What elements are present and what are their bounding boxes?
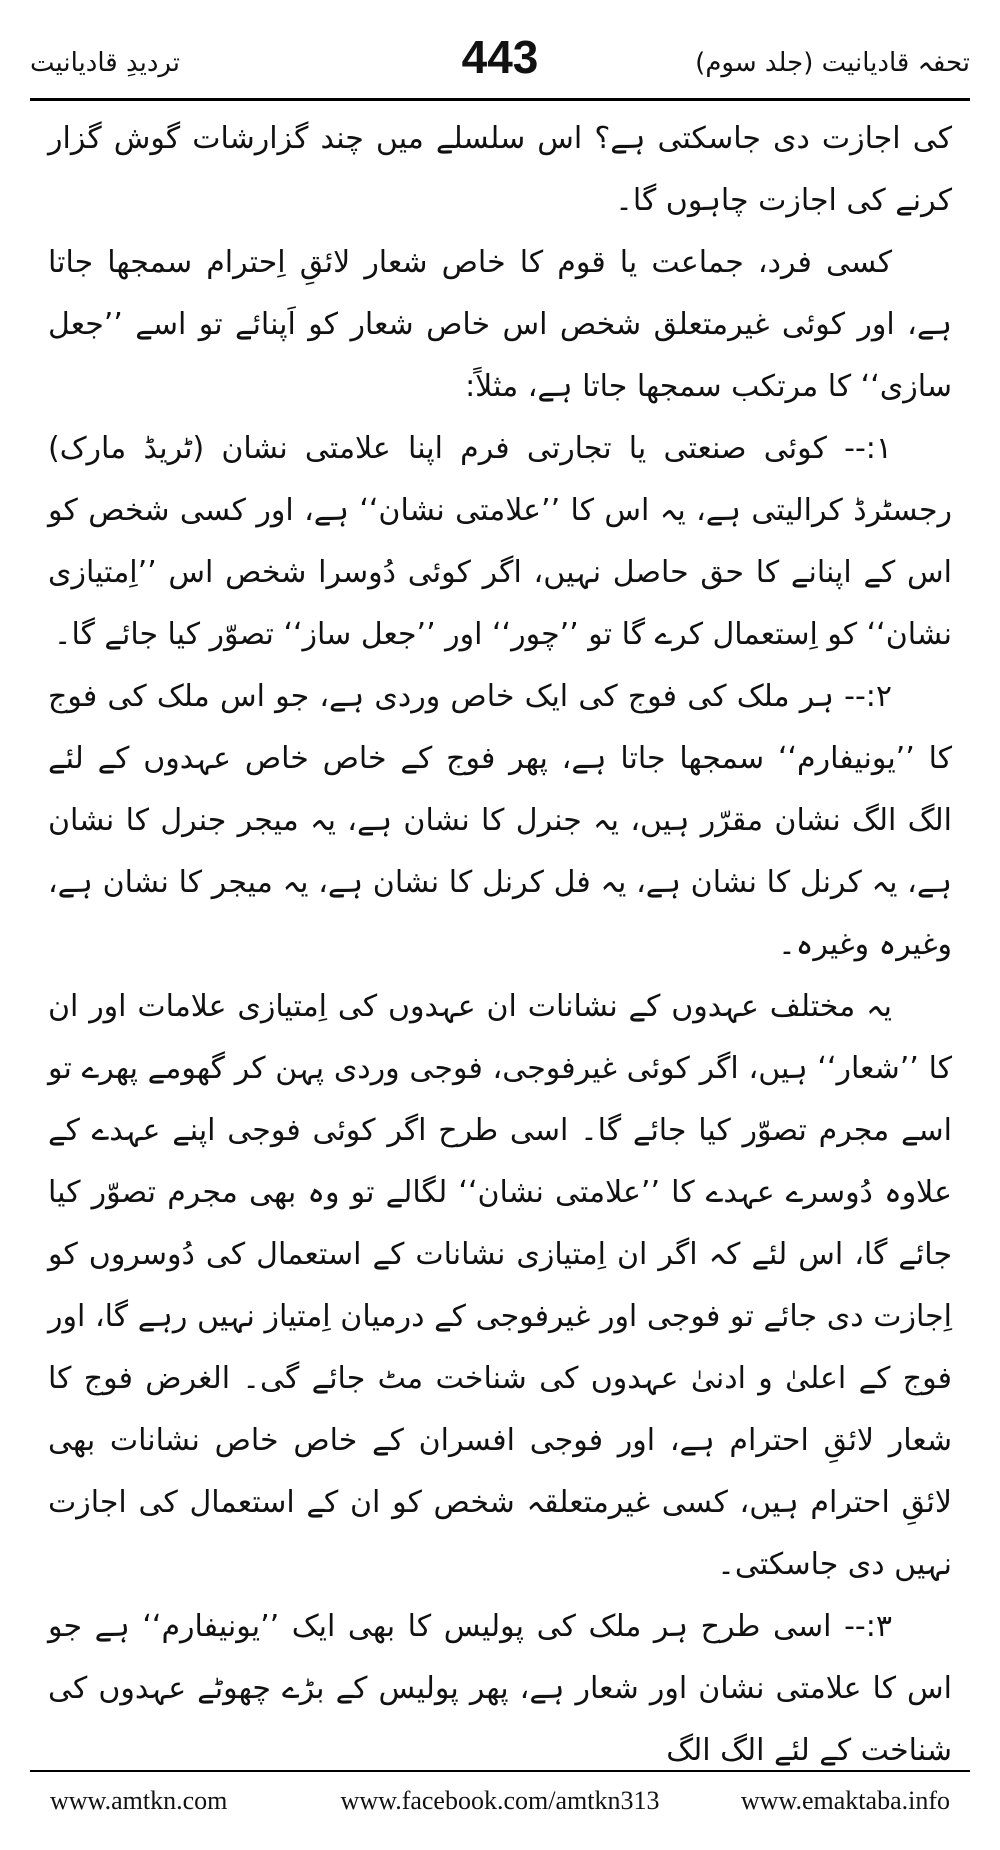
- footer-link-emaktaba[interactable]: www.emaktaba.info: [740, 1786, 950, 1815]
- paragraph: کی اجازت دی جاسکتی ہے؟ اس سلسلے میں چند گزارشات گوش گزار کرنے کی اجازت چاہوں گا۔: [48, 121, 952, 218]
- running-title-right: تحفہ قادیانیت (جلد سوم): [695, 48, 970, 78]
- paragraph: ۱:-- کوئی صنعتی یا تجارتی فرم اپنا علامتی نشان (ٹریڈ مارک) رجسٹرڈ کرالیتی ہے، یہ اس کا ’’علامتی نشان‘‘ ہے، اور کسی شخص کو اس کے اپنانے کا حق حاصل نہیں، اگر کوئی دُوسرا شخص اس ’’اِمتیازی نشان‘‘ کو اِستعمال کرے گا تو ’’چور‘‘ اور ’’جعل ساز‘‘ تصوّر کیا جائے گا۔: [48, 431, 952, 652]
- body-text: [48, 108, 952, 1768]
- running-title-left: تردیدِ قادیانیت: [30, 48, 181, 78]
- footer-link-facebook[interactable]: www.facebook.com/amtkn313: [340, 1786, 660, 1815]
- header-rule: [30, 98, 970, 101]
- paragraph: کسی فرد، جماعت یا قوم کا خاص شعار لائقِ اِحترام سمجھا جاتا ہے، اور کوئی غیرمتعلق شخص اس خاص شعار کو اَپنائے تو اسے ’’جعل سازی‘‘ کا مرتکب سمجھا جاتا ہے، مثلاً:: [48, 245, 952, 404]
- footer-rule: [30, 1770, 970, 1772]
- page-footer: [50, 1786, 950, 1826]
- paragraph: یہ مختلف عہدوں کے نشانات ان عہدوں کی اِمتیازی علامات اور ان کا ’’شعار‘‘ ہیں، اگر کوئی غیرفوجی، فوجی وردی پہن کر گھومے پھرے تو اسے مجرم تصوّر کیا جائے گا۔ اسی طرح اگر کوئی فوجی اپنے عہدے کے علاوہ دُوسرے عہدے کا ’’علامتی نشان‘‘ لگالے تو وہ بھی مجرم تصوّر کیا جائے گا، اس لئے کہ اگر ان اِمتیازی نشانات کے استعمال کی دُوسروں کو اِجازت دی جائے تو فوجی اور غیرفوجی کے درمیان اِمتیاز نہیں رہے گا، اور فوج کے اعلیٰ و ادنیٰ عہدوں کی شناخت مٹ جائے گی۔ الغرض فوج کا شعار لائقِ احترام ہے، اور فوجی افسران کے خاص خاص نشانات بھی لائقِ احترام ہیں، کسی غیرمتعلقہ شخص کو ان کے استعمال کی اجازت نہیں دی جاسکتی۔: [48, 989, 952, 1582]
- page-number: 443: [461, 31, 539, 83]
- paragraph: ۳:-- اسی طرح ہر ملک کی پولیس کا بھی ایک ’’یونیفارم‘‘ ہے جو اس کا علامتی نشان اور شعار ہے، پھر پولیس کے بڑے چھوٹے عہدوں کی شناخت کے لئے الگ الگ: [48, 1609, 952, 1768]
- footer-link-amtkn[interactable]: www.amtkn.com: [50, 1786, 228, 1815]
- page-header: [30, 30, 970, 90]
- paragraph: ۲:-- ہر ملک کی فوج کی ایک خاص وردی ہے، جو اس ملک کی فوج کا ’’یونیفارم‘‘ سمجھا جاتا ہے، پھر فوج کے خاص خاص عہدوں کے لئے الگ الگ نشان مقرّر ہیں، یہ جنرل کا نشان ہے، یہ میجر جنرل کا نشان ہے، یہ کرنل کا نشان ہے، یہ فل کرنل کا نشان ہے، یہ میجر کا نشان ہے، وغیرہ وغیرہ۔: [48, 679, 952, 962]
